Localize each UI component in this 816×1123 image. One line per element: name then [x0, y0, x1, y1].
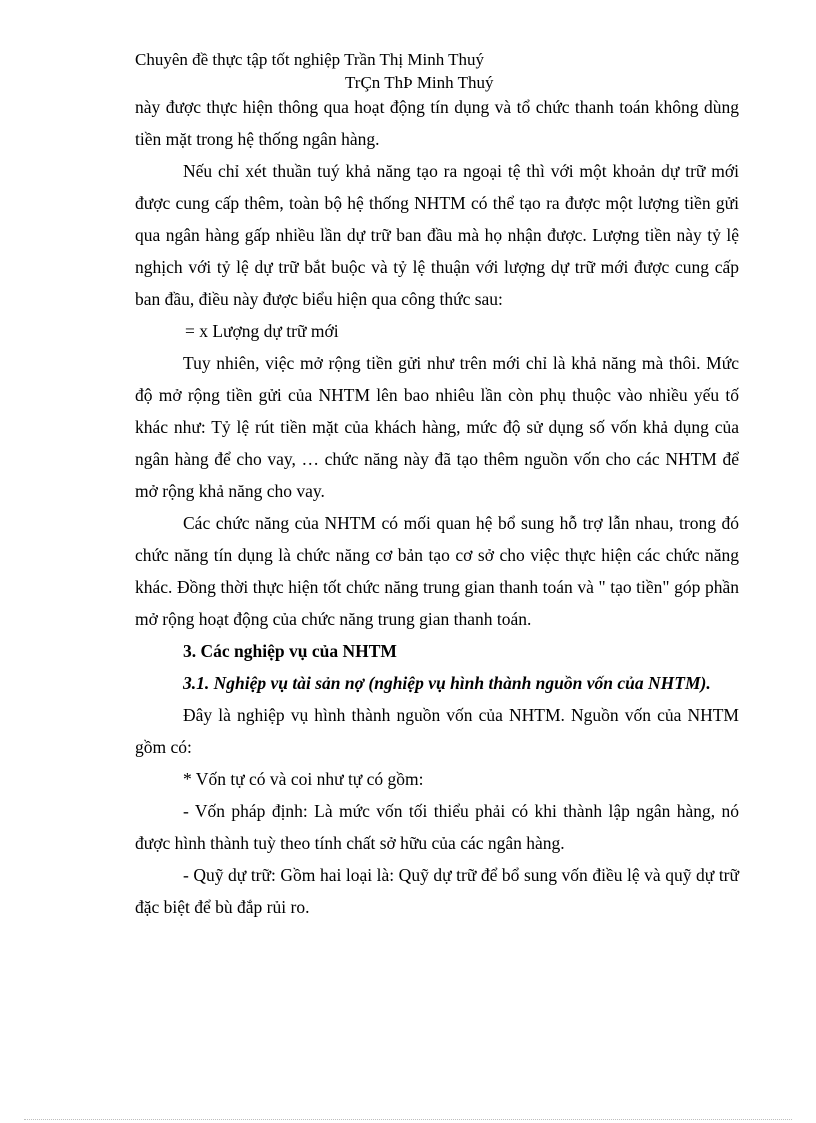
paragraph-deposit-expansion: Tuy nhiên, việc mở rộng tiền gửi như trên mới chỉ là khả năng mà thôi. Mức độ mở rộng tiền gửi của NHTM lên bao nhiêu lần còn phụ thuộc vào nhiều yếu tố khác như: Tỷ lệ rút tiền mặt của khách hàng, mức độ sử dụng số vốn khả dụng của ngân hàng để cho vay, … chức năng này đã tạo thêm nguồn vốn cho các NHTM để mở rộng khả năng cho vay.: [135, 353, 739, 501]
document-body: [135, 91, 739, 923]
list-item-own-capital: * Vốn tự có và coi như tự có gồm:: [183, 769, 424, 789]
section-heading: 3. Các nghiệp vụ của NHTM: [183, 641, 397, 661]
paragraph-continuation: này được thực hiện thông qua hoạt động tín dụng và tổ chức thanh toán không dùng tiền mặt trong hệ thống ngân hàng.: [135, 97, 739, 149]
formula-line: = x Lượng dự trữ mới: [185, 321, 339, 341]
subsection-heading: 3.1. Nghiệp vụ tài sản nợ (nghiệp vụ hình thành nguồn vốn của NHTM).: [183, 673, 711, 693]
page-bottom-divider: [24, 1119, 792, 1120]
paragraph-money-creation: Nếu chỉ xét thuần tuý khả năng tạo ra ngoại tệ thì với một khoản dự trữ mới được cung cấp thêm, toàn bộ hệ thống NHTM có thể tạo ra được một lượng tiền gửi qua ngân hàng gấp nhiều lần dự trữ ban đầu mà họ nhận được. Lượng tiền này tỷ lệ nghịch với tỷ lệ dự trữ bắt buộc và tỷ lệ thuận với lượng dự trữ mới được cung cấp ban đầu, điều này được biểu hiện qua công thức sau:: [135, 161, 739, 309]
paragraph-functions-relationship: Các chức năng của NHTM có mối quan hệ bổ sung hỗ trợ lẫn nhau, trong đó chức năng tín dụng là chức năng cơ bản tạo cơ sở cho việc thực hiện các chức năng khác. Đồng thời thực hiện tốt chức năng trung gian thanh toán và " tạo tiền" góp phần mở rộng hoạt động của chức năng trung gian thanh toán.: [135, 513, 739, 629]
list-item-legal-capital: - Vốn pháp định: Là mức vốn tối thiểu phải có khi thành lập ngân hàng, nó được hình thành tuỳ theo tính chất sở hữu của các ngân hàng.: [135, 801, 739, 853]
author-name-header: TrÇn ThÞ Minh Thuý: [345, 73, 494, 92]
running-header: Chuyên đề thực tập tốt nghiệp Trần Thị Minh Thuý: [135, 50, 485, 69]
list-item-reserve-fund: - Quỹ dự trữ: Gồm hai loại là: Quỹ dự trữ để bổ sung vốn điều lệ và quỹ dự trữ đặc biệt để bù đắp rủi ro.: [135, 865, 739, 917]
paragraph-liabilities-intro: Đây là nghiệp vụ hình thành nguồn vốn của NHTM. Nguồn vốn của NHTM gồm có:: [135, 705, 739, 757]
